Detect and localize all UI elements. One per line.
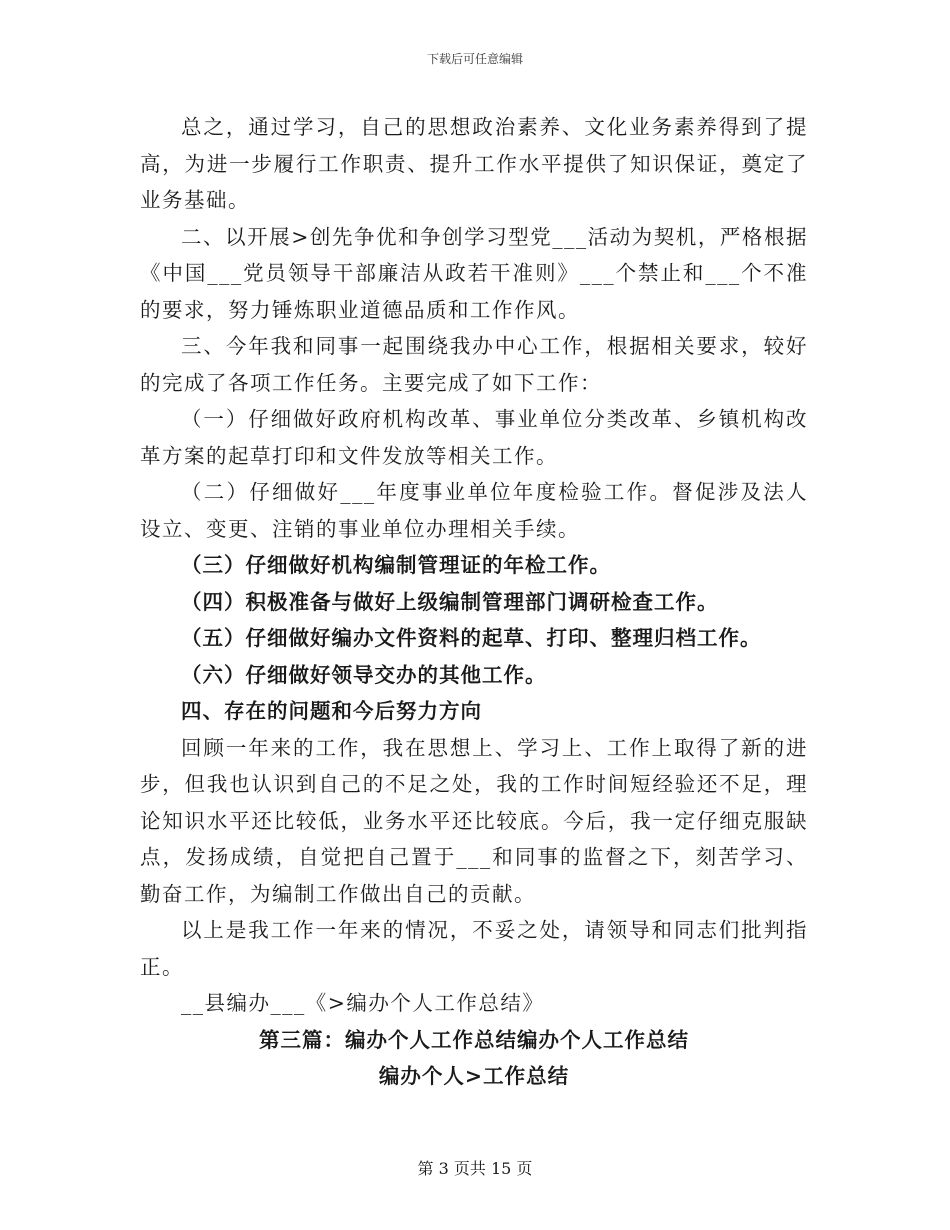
section-title: 第三篇：编办个人工作总结编办个人工作总结 [259,1027,689,1052]
paragraph-summary: 总之，通过学习，自己的思想政治素养、文化业务素养得到了提高，为进一步履行工作职责、提升工作水平提供了知识保证，奠定了业务基础。 [140,115,808,212]
list-item-4: （四）积极准备与做好上级编制管理部门调研检查工作。 [181,589,719,614]
page-footer: 第 3 页共 15 页 [417,1159,533,1178]
paragraph-closing: 以上是我工作一年来的情况，不妥之处，请领导和同志们批判指正。 [140,918,808,979]
list-item-3: （三）仔细做好机构编制管理证的年检工作。 [181,553,611,577]
paragraph-review: 回顾一年来的工作，我在思想上、学习上、工作上取得了新的进步，但我也认识到自己的不足之处，我的工作时间短经验还不足，理论知识水平还比较低，业务水平还比较底。今后，我一定仔细克服缺点，发扬成绩，自觉把自己置于___和同事的监督之下，刻苦学习、勤奋工作，为编制工作做出自己的贡献。 [140,735,808,906]
document-body [140,109,808,1095]
list-item-2: （二）仔细做好___年度事业单位年度检验工作。督促涉及法人设立、变更、注销的事业单位办理相关手续。 [140,480,808,541]
paragraph-source: __县编办___《>编办个人工作总结》 [181,991,545,1015]
list-item-1: （一）仔细做好政府机构改革、事业单位分类改革、乡镇机构改革方案的起草打印和文件发放等相关工作。 [140,407,808,468]
list-item-6: （六）仔细做好领导交办的其他工作。 [181,662,547,687]
paragraph-section-two: 二、以开展>创先争优和争创学习型党___活动为契机，严格根据《中国___党员领导干部廉洁从政若干准则》___个禁止和___个不准的要求，努力锤炼职业道德品质和工作作风。 [140,224,808,322]
section-subtitle: 编办个人>工作总结 [378,1064,570,1088]
list-item-5: （五）仔细做好编办文件资料的起草、打印、整理归档工作。 [181,626,762,650]
section-four-heading: 四、存在的问题和今后努力方向 [181,699,482,723]
page-header: 下载后可任意编辑 [426,52,523,66]
paragraph-section-three: 三、今年我和同事一起围绕我办中心工作，根据相关要求，较好的完成了各项工作任务。主要完成了如下工作： [140,334,808,395]
